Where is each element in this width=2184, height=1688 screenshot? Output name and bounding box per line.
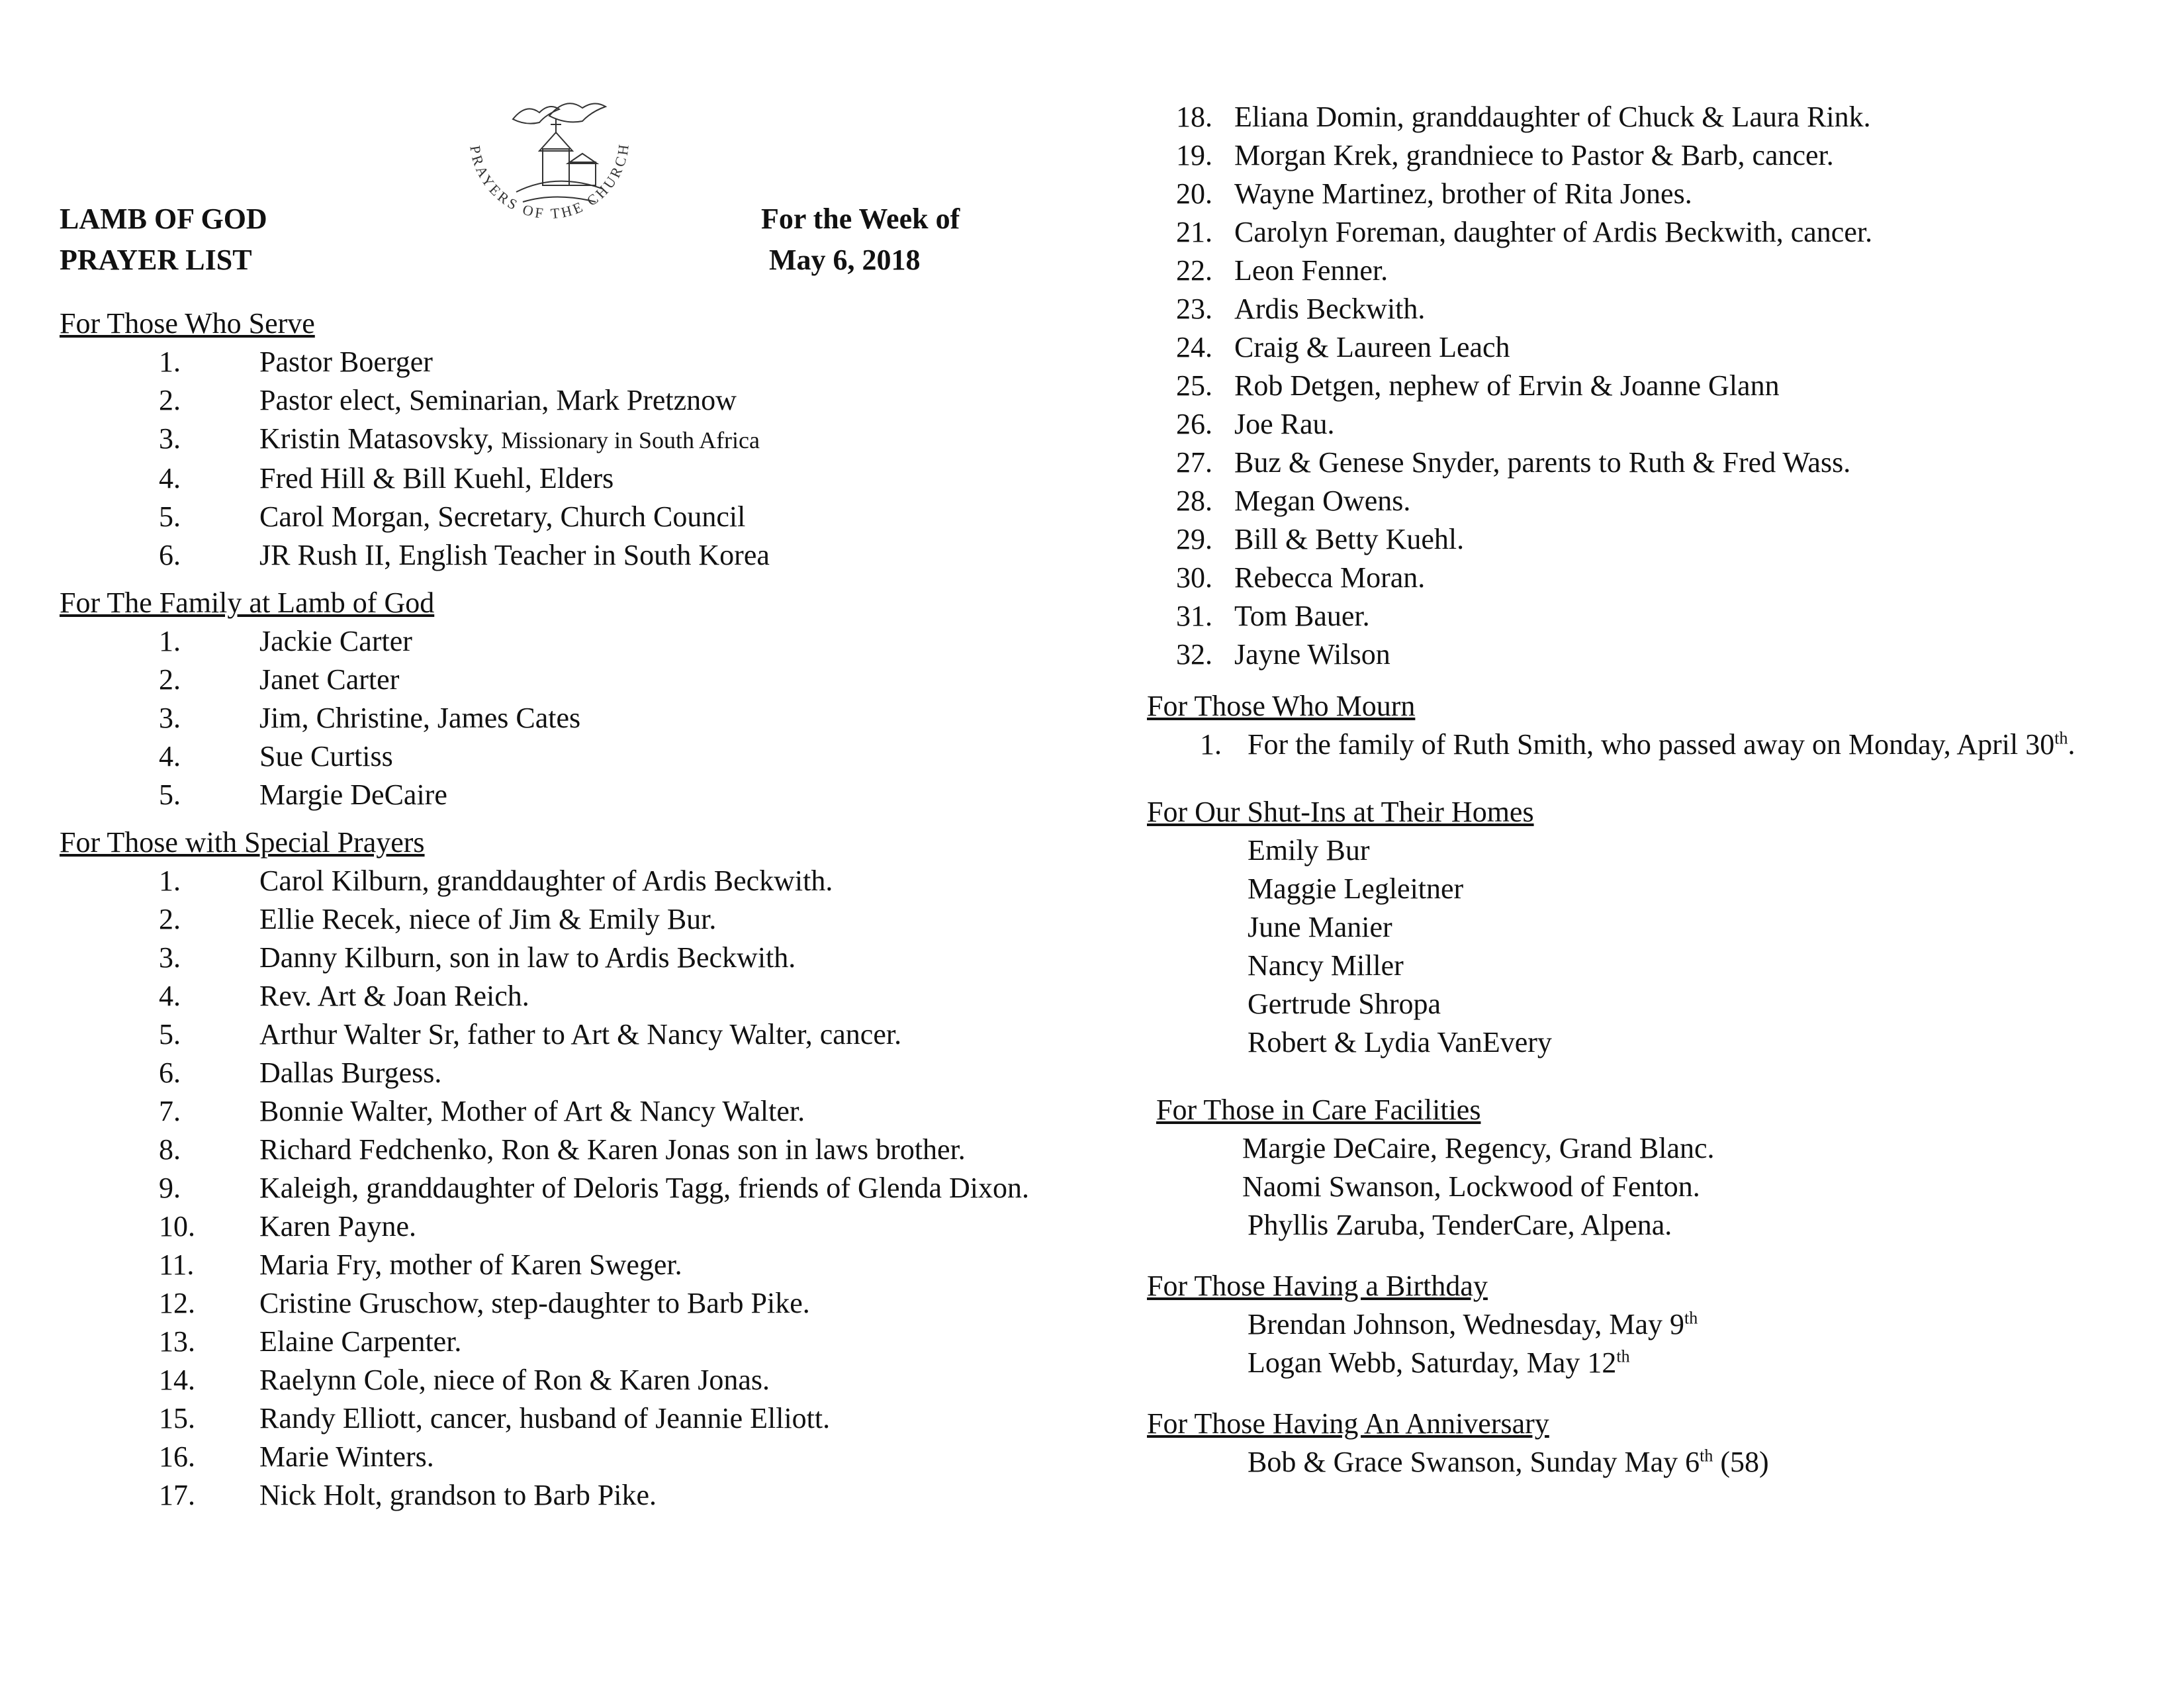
left-column (60, 305, 1066, 1524)
section-mourn (1148, 687, 2154, 764)
list-item: Brendan Johnson, Wednesday, May 9th (1248, 1308, 1698, 1340)
list-item: 21. Carolyn Foreman, daughter of Ardis Beckwith, cancer. (1176, 216, 1873, 248)
list-item: 32. Jayne Wilson (1176, 638, 1390, 671)
list-item: 25. Rob Detgen, nephew of Ervin & Joanne Glann (1176, 369, 1780, 402)
section-title: For Those Having a Birthday (1147, 1270, 1488, 1302)
list-item: 12. Cristine Gruschow, step-daughter to Barb Pike. (159, 1287, 810, 1319)
list-item: June Manier (1248, 911, 1392, 943)
title-line-1: LAMB OF GOD (60, 203, 267, 235)
list-item: 4. Rev. Art & Joan Reich. (159, 980, 529, 1012)
section-title: For Those in Care Facilities (1156, 1094, 1481, 1126)
section-anniversary (1148, 1405, 2154, 1481)
list-item: 5. Arthur Walter Sr, father to Art & Nancy Walter, cancer. (159, 1018, 902, 1051)
list-item: Naomi Swanson, Lockwood of Fenton. (1242, 1170, 1700, 1203)
section-title: For Those Who Mourn (1147, 690, 1416, 722)
list-item: Maggie Legleitner (1248, 872, 1464, 905)
list-item: 3. Danny Kilburn, son in law to Ardis Beckwith. (159, 941, 796, 974)
list-item: 29. Bill & Betty Kuehl. (1176, 523, 1465, 555)
section-title: For The Family at Lamb of God (60, 586, 435, 619)
list-item: 1. Carol Kilburn, granddaughter of Ardis Beckwith. (159, 865, 833, 897)
list-item: Nancy Miller (1248, 949, 1404, 982)
list-item: 2. Pastor elect, Seminarian, Mark Pretznow (159, 384, 737, 416)
list-item: 3. Jim, Christine, James Cates (159, 702, 581, 734)
list-item: 8. Richard Fedchenko, Ron & Karen Jonas son in laws brother. (159, 1133, 966, 1166)
week-label: For the Week of (761, 203, 960, 235)
section-title: For Those Having An Anniversary (1147, 1407, 1549, 1440)
special-prayers-continued (1148, 98, 2154, 674)
list-item: 10. Karen Payne. (159, 1210, 417, 1243)
section-shutins (1148, 793, 2154, 1062)
missionary-note: Missionary in South Africa (501, 427, 760, 453)
list-item: Margie DeCaire, Regency, Grand Blanc. (1242, 1132, 1715, 1164)
list-item: 5. Carol Morgan, Secretary, Church Council (159, 500, 746, 533)
list-item: Robert & Lydia VanEvery (1248, 1026, 1552, 1058)
list-item: 26. Joe Rau. (1176, 408, 1335, 440)
list-item: 2. Janet Carter (159, 663, 400, 696)
list-item: 4. Sue Curtiss (159, 740, 393, 773)
right-column (1148, 98, 2154, 1491)
list-item: 28. Megan Owens. (1176, 485, 1411, 517)
list-item: 1. For the family of Ruth Smith, who passed away on Monday, April 30th. (1200, 728, 2075, 761)
section-family (60, 584, 1066, 814)
list-item: 1. Jackie Carter (159, 625, 412, 657)
list-item: 3. Kristin Matasovsky, Missionary in South Africa (159, 422, 760, 455)
section-special (60, 823, 1066, 1515)
list-item: Gertrude Shropa (1248, 988, 1441, 1020)
list-item: 1. Pastor Boerger (159, 346, 433, 378)
list-item: Phyllis Zaruba, TenderCare, Alpena. (1248, 1209, 1672, 1241)
list-item: 7. Bonnie Walter, Mother of Art & Nancy Walter. (159, 1095, 805, 1127)
logo-text: PRAYERS OF THE CHURCH (467, 141, 633, 222)
section-care (1148, 1091, 2154, 1244)
list-item: 2. Ellie Recek, niece of Jim & Emily Bur. (159, 903, 717, 935)
list-item: 17. Nick Holt, grandson to Barb Pike. (159, 1479, 657, 1511)
list-item: 19. Morgan Krek, grandniece to Pastor & Barb, cancer. (1176, 139, 1834, 171)
section-title: For Those Who Serve (60, 307, 315, 340)
list-item: 22. Leon Fenner. (1176, 254, 1388, 287)
list-item: 18. Eliana Domin, granddaughter of Chuck & Laura Rink. (1176, 101, 1871, 133)
list-item: 6. JR Rush II, English Teacher in South Korea (159, 539, 770, 571)
list-item: Bob & Grace Swanson, Sunday May 6th (58) (1248, 1446, 1769, 1478)
list-item: 23. Ardis Beckwith. (1176, 293, 1426, 325)
list-item: 24. Craig & Laureen Leach (1176, 331, 1510, 363)
church-logo-icon (450, 93, 649, 252)
week-date: May 6, 2018 (769, 244, 921, 276)
section-serve (60, 305, 1066, 575)
list-title (60, 199, 267, 281)
list-item: 6. Dallas Burgess. (159, 1056, 442, 1089)
title-line-2: PRAYER LIST (60, 244, 252, 276)
list-item: 20. Wayne Martinez, brother of Rita Jones. (1176, 177, 1692, 210)
list-item: Logan Webb, Saturday, May 12th (1248, 1346, 1630, 1379)
list-item: 13. Elaine Carpenter. (159, 1325, 462, 1358)
section-birthday (1148, 1267, 2154, 1382)
list-item: 15. Randy Elliott, cancer, husband of Jeannie Elliott. (159, 1402, 831, 1434)
list-item: Emily Bur (1248, 834, 1370, 867)
list-item: 27. Buz & Genese Snyder, parents to Ruth & Fred Wass. (1176, 446, 1851, 479)
list-item: 11. Maria Fry, mother of Karen Sweger. (159, 1248, 682, 1281)
list-item: 31. Tom Bauer. (1176, 600, 1370, 632)
section-title: For Our Shut-Ins at Their Homes (1147, 796, 1534, 828)
list-item: 9. Kaleigh, granddaughter of Deloris Tagg, friends of Glenda Dixon. (159, 1172, 1030, 1204)
section-title: For Those with Special Prayers (60, 826, 425, 859)
list-item: 16. Marie Winters. (159, 1440, 434, 1473)
list-item: 14. Raelynn Cole, niece of Ron & Karen Jonas. (159, 1364, 770, 1396)
week-header (761, 199, 960, 281)
list-item: 4. Fred Hill & Bill Kuehl, Elders (159, 462, 614, 494)
list-item: 30. Rebecca Moran. (1176, 561, 1426, 594)
list-item: 5. Margie DeCaire (159, 778, 447, 811)
